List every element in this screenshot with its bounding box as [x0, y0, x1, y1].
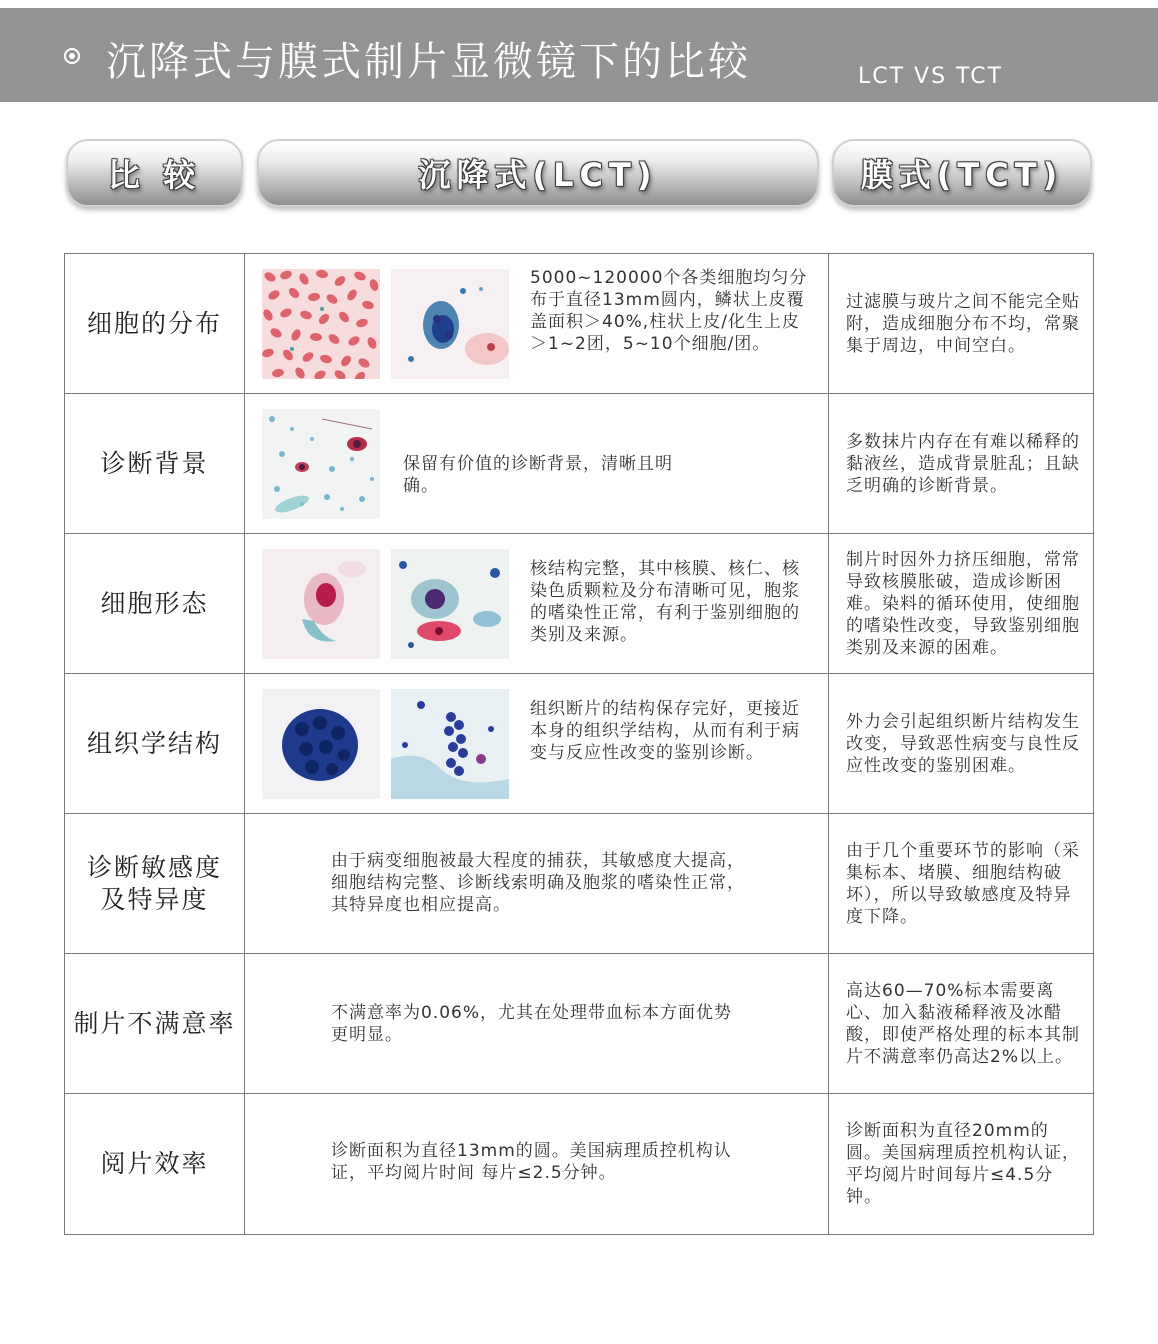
- page-title: 沉降式与膜式制片显微镜下的比较: [106, 39, 751, 85]
- lct-cell: [245, 954, 829, 1093]
- micrograph-image: [391, 549, 509, 659]
- row-label: 细胞的分布: [86, 308, 222, 338]
- tct-description: 由于几个重要环节的影响（采集标本、堵膜、细胞结构破坏），所以导致敏感度及特异度下降。: [846, 840, 1080, 927]
- column-header-compare: 比 较: [66, 139, 243, 207]
- tct-description: 过滤膜与玻片之间不能完全贴附，造成细胞分布不均，常聚集于周边，中间空白。: [846, 291, 1080, 356]
- tct-cell: [829, 394, 1093, 533]
- tct-description: 多数抹片内存在有难以稀释的黏液丝，造成背景脏乱；且缺乏明确的诊断背景。: [846, 431, 1080, 496]
- tct-cell: [829, 254, 1093, 393]
- tct-description: 高达60—70%标本需要离心、加入黏液稀释液及冰醋酸，即使严格处理的标本其制片不满意率仍高达2%以上。: [846, 980, 1080, 1067]
- lct-description: 5000~120000个各类细胞均匀分布于直径13mm圆内，鳞状上皮覆盖面积＞40%,柱状上皮/化生上皮＞1~2团，5~10个细胞/团。: [530, 268, 808, 354]
- table-row: [65, 674, 1093, 814]
- micrograph-image: [262, 409, 380, 519]
- column-header-lct: 沉降式(LCT): [257, 139, 819, 207]
- lct-description: 保留有价值的诊断背景，清晰且明确。: [403, 454, 673, 496]
- tct-cell: [829, 534, 1093, 673]
- micrograph-image: [262, 269, 380, 379]
- tct-cell: [829, 954, 1093, 1093]
- row-label-cell: [65, 254, 245, 393]
- row-label-cell: [65, 814, 245, 953]
- lct-cell: [245, 814, 829, 953]
- page-subtitle: LCT VS TCT: [858, 64, 1004, 89]
- table-row: [65, 814, 1093, 954]
- row-label: 制片不满意率: [73, 1008, 236, 1038]
- micrograph-image: [391, 269, 509, 379]
- micrograph-image: [262, 549, 380, 659]
- row-label-cell: [65, 394, 245, 533]
- lct-description: 由于病变细胞被最大程度的捕获，其敏感度大提高，细胞结构完整、诊断线索明确及胞浆的嗜染性正常，其特异度也相应提高。: [331, 851, 745, 915]
- lct-cell: [245, 534, 829, 673]
- lct-cell: [245, 254, 829, 393]
- tct-description: 诊断面积为直径20mm的圆。美国病理质控机构认证，平均阅片时间每片≤4.5分钟。: [846, 1121, 1080, 1207]
- row-label: 组织学结构: [86, 728, 222, 758]
- row-label: 阅片效率: [100, 1149, 209, 1178]
- lct-cell: [245, 394, 829, 533]
- tct-cell: [829, 1094, 1093, 1234]
- table-row: [65, 394, 1093, 534]
- circle-bullet-icon: [64, 48, 80, 64]
- row-label-cell: [65, 674, 245, 813]
- lct-cell: [245, 1094, 829, 1234]
- row-label: 细胞形态: [100, 588, 209, 618]
- row-label: 诊断敏感度 及特异度: [86, 852, 222, 914]
- tct-cell: [829, 814, 1093, 953]
- lct-description: 核结构完整，其中核膜、核仁、核染色质颗粒及分布清晰可见，胞浆的嗜染性正常，有利于鉴别细胞的类别及来源。: [530, 559, 800, 645]
- lct-description: 不满意率为0.06%，尤其在处理带血标本方面优势更明显。: [331, 1003, 733, 1045]
- table-row: [65, 254, 1093, 394]
- row-label-cell: [65, 1094, 245, 1234]
- lct-description: 诊断面积为直径13mm的圆。美国病理质控机构认证，平均阅片时间 每片≤2.5分钟。: [331, 1141, 732, 1183]
- row-label-cell: [65, 954, 245, 1093]
- micrograph-image: [262, 689, 380, 799]
- tct-description: 制片时因外力挤压细胞，常常导致核膜胀破，造成诊断困难。染料的循环使用，使细胞的嗜染性改变，导致鉴别细胞类别及来源的困难。: [846, 549, 1080, 658]
- row-label: 诊断背景: [100, 448, 209, 478]
- row-label-cell: [65, 534, 245, 673]
- tct-cell: [829, 674, 1093, 813]
- column-header-tct: 膜式(TCT): [832, 139, 1092, 207]
- lct-cell: [245, 674, 829, 813]
- title-banner: [0, 8, 1158, 102]
- table-row: [65, 954, 1093, 1094]
- micrograph-image: [391, 689, 509, 799]
- tct-description: 外力会引起组织断片结构发生改变，导致恶性病变与良性反应性改变的鉴别困难。: [846, 711, 1080, 776]
- lct-description: 组织断片的结构保存完好，更接近本身的组织学结构，从而有利于病变与反应性改变的鉴别诊断。: [530, 699, 800, 763]
- table-row: [65, 534, 1093, 674]
- table-row: [65, 1094, 1093, 1234]
- comparison-table: [64, 253, 1094, 1235]
